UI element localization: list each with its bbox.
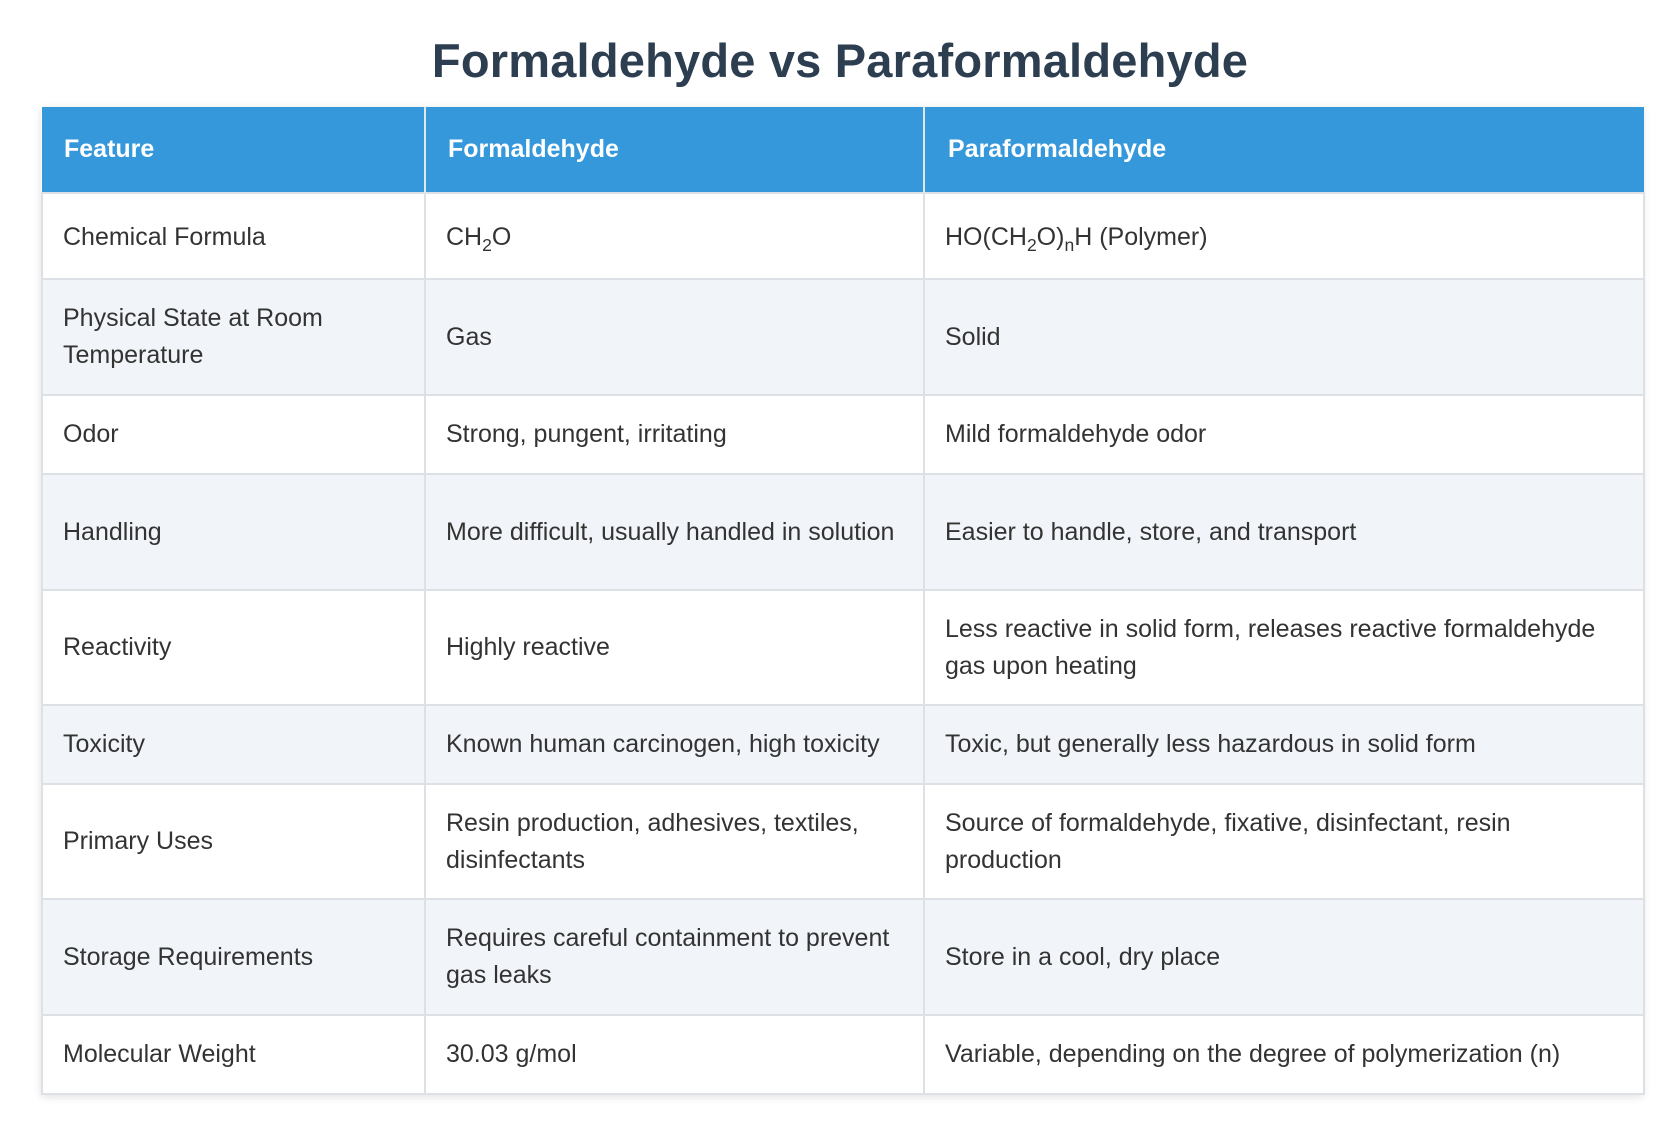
formula-text: H (Polymer): [1074, 223, 1208, 251]
formula-text: HO(CH: [945, 223, 1027, 251]
table-row: [42, 193, 1644, 279]
cell-feature: Handling: [42, 474, 425, 590]
header-paraformaldehyde: Paraformaldehyde: [924, 107, 1644, 193]
table-body: [42, 193, 1644, 1094]
header-feature: Feature: [42, 107, 425, 193]
header-row: [42, 107, 1644, 193]
cell-feature: Storage Requirements: [42, 899, 425, 1015]
cell-paraformaldehyde: [924, 193, 1644, 279]
cell-formaldehyde: More difficult, usually handled in solution: [425, 474, 924, 590]
cell-formaldehyde: Requires careful containment to prevent gas leaks: [425, 899, 924, 1015]
cell-paraformaldehyde: Source of formaldehyde, fixative, disinfectant, resin production: [924, 784, 1644, 899]
formula-subscript: n: [1064, 235, 1075, 255]
cell-feature: Odor: [42, 395, 425, 474]
cell-feature: Molecular Weight: [42, 1015, 425, 1094]
table-row: [42, 395, 1644, 474]
formula-subscript: 2: [1026, 235, 1037, 255]
formula-text: CH: [446, 223, 483, 251]
table-row: [42, 1015, 1644, 1094]
cell-feature: Primary Uses: [42, 784, 425, 899]
cell-formaldehyde: Known human carcinogen, high toxicity: [425, 705, 924, 784]
formula-text: O: [491, 223, 512, 251]
comparison-table-container: [41, 107, 1643, 1095]
cell-formaldehyde: Gas: [425, 279, 924, 395]
cell-paraformaldehyde: Easier to handle, store, and transport: [924, 474, 1644, 590]
cell-paraformaldehyde: Store in a cool, dry place: [924, 899, 1644, 1015]
cell-formaldehyde: Highly reactive: [425, 590, 924, 705]
cell-paraformaldehyde: Less reactive in solid form, releases reactive formaldehyde gas upon heating: [924, 590, 1644, 705]
formula-subscript: 2: [482, 235, 492, 255]
cell-paraformaldehyde: Mild formaldehyde odor: [924, 395, 1644, 474]
header-formaldehyde: Formaldehyde: [425, 107, 924, 193]
cell-formaldehyde: 30.03 g/mol: [425, 1015, 924, 1094]
page-title: Formaldehyde vs Paraformaldehyde: [431, 34, 1249, 87]
table-row: [42, 899, 1644, 1015]
cell-feature: Chemical Formula: [42, 193, 425, 279]
cell-formaldehyde: Resin production, adhesives, textiles, disinfectants: [425, 784, 924, 899]
table-row: [42, 474, 1644, 590]
cell-feature: Reactivity: [42, 590, 425, 705]
table-header: [42, 107, 1644, 193]
cell-feature: Toxicity: [42, 705, 425, 784]
table-row: [42, 590, 1644, 705]
cell-paraformaldehyde: Variable, depending on the degree of polymerization (n): [924, 1015, 1644, 1094]
cell-paraformaldehyde: Solid: [924, 279, 1644, 395]
cell-formaldehyde: [425, 193, 924, 279]
cell-paraformaldehyde: Toxic, but generally less hazardous in solid form: [924, 705, 1644, 784]
table-row: [42, 705, 1644, 784]
comparison-table: [41, 107, 1645, 1095]
formula-text: O): [1036, 223, 1065, 251]
cell-feature: Physical State at Room Temperature: [42, 279, 425, 395]
cell-formaldehyde: Strong, pungent, irritating: [425, 395, 924, 474]
table-row: [42, 784, 1644, 899]
table-row: [42, 279, 1644, 395]
